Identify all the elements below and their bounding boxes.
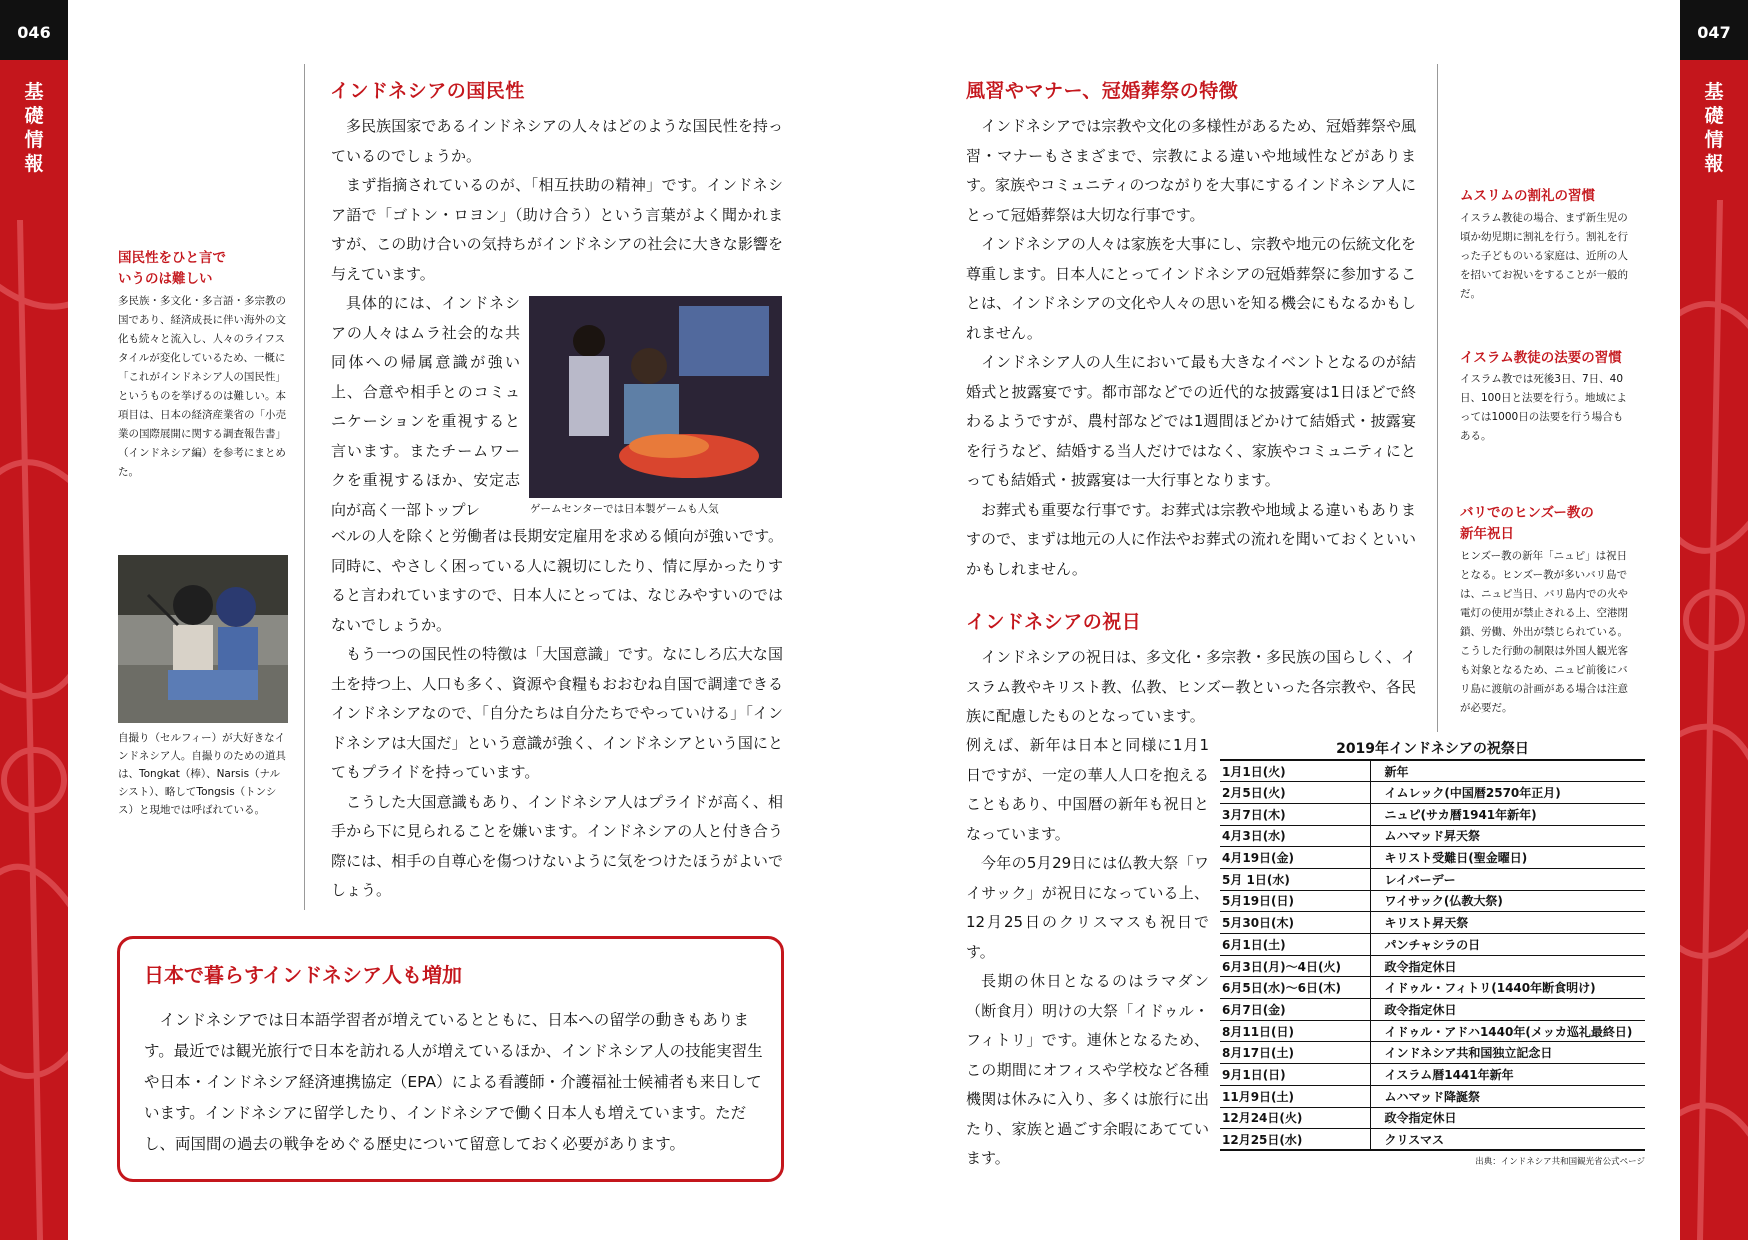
holiday-table <box>1220 759 1645 1151</box>
note-title-memorial: イスラム教徒の法要の習慣 <box>1460 350 1622 366</box>
column-divider <box>1437 64 1438 732</box>
note-body-national-character: 多民族・多文化・多言語・多宗教の国であり、経済成長に伴い海外の文化も続々と流入し、人々のライフスタイルが変化しているため、一概に「これがインドネシア人の国民性」というものを挙げるのは難しい。本項目は、日本の経済産業省の「小売業の国際展開に関する調査報告書」（インドネシア編）を参考にまとめた。 <box>118 295 286 478</box>
game-center-photo-caption: ゲームセンターでは日本製ゲームも人気 <box>530 503 719 515</box>
holidays-intro: インドネシアの祝日は、多文化・多宗教・多民族の国らしく、イスラム教やキリスト教、仏教、ヒンズー教といった各宗教や、各民族に配慮したものとなっています。 <box>966 648 1416 725</box>
table-row: 4月19日(金) キリスト受難日(聖金曜日) <box>1220 847 1645 869</box>
table-row: 2月5日(火) イムレック(中国暦2570年正月) <box>1220 782 1645 804</box>
national-character-wrap-text: 具体的には、インドネシアの人々はムラ社会的な共同体への帰属意識が強い上、合意や相手とのコミュニケーションを重視すると言います。またチームワークを重視するほか、安定志向が高く一部トップレ <box>331 294 520 519</box>
table-row: 6月1日(土) パンチャシラの日 <box>1220 934 1645 956</box>
table-row: 12月24日(火) 政令指定休日 <box>1220 1107 1645 1129</box>
page-number-left: 046 <box>0 0 68 60</box>
table-row: 6月3日(月)～4日(火) 政令指定休日 <box>1220 955 1645 977</box>
national-character-body: ベルの人を除くと労働者は長期安定雇用を求める傾向が強いです。同時に、やさしく困っている人に親切にしたり、情に厚かったりすると言われていますので、日本人にとっては、なじみやすいのではないでしょうか。 もう一つの国民性の特徴は「大国意識」です。なにしろ広大な国土を持つ上、人口も多く、資源や食糧もおおむね自国で調達できるインドネシアなので、「自分たちは自分たちでやっていける」「インドネシアは大国だ」という意識が強く、インドネシアという国にとてもプライドを持っています。 こうした大国意識もあり、インドネシア人はプライドが高く、相手から下に見られることを嫌います。インドネシアの人と付き合う際には、相手の自尊心を傷つけないように気をつけたほうがよいでしょう。 <box>331 527 783 899</box>
table-row: 8月17日(土) インドネシア共和国独立記念日 <box>1220 1042 1645 1064</box>
heading-customs: 風習やマナー、冠婚葬祭の特徴 <box>966 80 1239 102</box>
callout-body: インドネシアでは日本語学習者が増えているとともに、日本への留学の動きもあります。最近では観光旅行で日本を訪れる人が増えているほか、インドネシア人の技能実習生や日本・インドネシア経済連携協定（EPA）による看護師・介護福祉士候補者も来日しています。インドネシアに留学したり、インドネシアで働く日本人も増えています。ただし、両国間の過去の戦争をめぐる歴史について留意しておく必要があります。 <box>144 1011 763 1153</box>
national-character-intro: 多民族国家であるインドネシアの人々はどのような国民性を持っているのでしょうか。 まず指摘されているのが、「相互扶助の精神」です。インドネシア語で「ゴトン・ロヨン」（助け合う）という言葉がよく聞かれますが、この助け合いの気持ちがインドネシアの社会に大きな影響を与えています。 <box>331 117 783 283</box>
holiday-table-source: 出典：インドネシア共和国観光省公式ページ <box>1475 1157 1645 1167</box>
note-body-memorial: イスラム教では死後3日、7日、40日、100日と法要を行う。地域によっては1000日の法要を行う場合もある。 <box>1460 373 1628 442</box>
table-row: 9月1日(日) イスラム暦1441年新年 <box>1220 1064 1645 1086</box>
heading-national-character: インドネシアの国民性 <box>330 80 525 102</box>
left-side-band <box>0 0 68 1240</box>
note-title-national-character: 国民性をひと言でいうのは難しい <box>118 250 226 287</box>
map-pattern-decoration <box>1680 60 1748 1240</box>
table-row: 3月7日(木) ニュピ(サカ暦1941年新年) <box>1220 803 1645 825</box>
table-row: 8月11日(日) イドゥル・アドハ1440年(メッカ巡礼最終日) <box>1220 1020 1645 1042</box>
holiday-table-title: 2019年インドネシアの祝祭日 <box>1336 741 1529 757</box>
game-center-photo <box>529 296 782 498</box>
section-label-left: 基 礎 情 報 <box>24 81 44 175</box>
page-number-right: 047 <box>1680 0 1748 60</box>
heading-holidays: インドネシアの祝日 <box>966 611 1142 633</box>
note-title-circumcision: ムスリムの割礼の習慣 <box>1460 188 1595 204</box>
customs-body: インドネシアでは宗教や文化の多様性があるため、冠婚葬祭や風習・マナーもさまざまで、宗教による違いや地域性などがあります。家族やコミュニティのつながりを大事にするインドネシア人にとって冠婚葬祭は大切な行事です。 インドネシアの人々は家族を大事にし、宗教や地元の伝統文化を尊重します。日本人にとってインドネシアの冠婚葬祭に参加することは、インドネシアの文化や人々の思いを知る機会にもなるかもしれません。 インドネシア人の人生において最も大きなイベントとなるのが結婚式と披露宴です。都市部などでの近代的な披露宴は1日ほどで終わるようですが、農村部などでは1週間ほどかけて結婚式・披露宴を行うなど、結婚する当人だけではなく、家族やコミュニティにとっても結婚式・披露宴は一大行事となります。 お葬式も重要な行事です。お葬式は宗教や地域よる違いもありますので、まずは地元の人に作法やお葬式の流れを聞いておくといいかもしれません。 <box>966 117 1416 578</box>
table-row: 6月7日(金) 政令指定休日 <box>1220 999 1645 1021</box>
table-row: 6月5日(水)～6日(木) イドゥル・フィトリ(1440年断食明け) <box>1220 977 1645 999</box>
table-row: 5月19日(日) ワイサック(仏教大祭) <box>1220 890 1645 912</box>
column-divider <box>304 64 305 910</box>
selfie-photo-caption: 自撮り（セルフィー）が大好きなインドネシア人。自撮りのための道具は、Tongkat（棒）、Narsis（ナルシスト）、略してTongsis（トンシス）と現地では呼ばれている。 <box>118 732 286 816</box>
note-title-nyepi: バリでのヒンズー教の新年祝日 <box>1460 505 1594 542</box>
callout-box <box>117 936 784 1182</box>
right-side-band <box>1680 0 1748 1240</box>
table-row: 1月1日(火) 新年 <box>1220 760 1645 782</box>
table-row: 4月3日(水) ムハマッド昇天祭 <box>1220 825 1645 847</box>
holidays-body: 例えば、新年は日本と同様に1月1日ですが、一定の華人人口を抱えることもあり、中国暦の新年も祝日となっています。 今年の5月29日には仏教大祭「ワイサック」が祝日になっている上、12月25日のクリスマスも祝日です。 長期の休日となるのはラマダン（断食月）明けの大祭「イドゥル・フィトリ」です。連休となるため、この期間にオフィスや学校など各種機関は休みに入り、多くは旅行に出たり、家族と過ごす余暇にあてています。 <box>966 736 1209 1167</box>
map-pattern-decoration <box>0 60 68 1240</box>
section-label-right: 基 礎 情 報 <box>1704 81 1724 175</box>
table-row: 5月30日(木) キリスト昇天祭 <box>1220 912 1645 934</box>
callout-title: 日本で暮らすインドネシア人も増加 <box>144 963 462 987</box>
table-row: 5月 1日(水) レイバーデー <box>1220 868 1645 890</box>
note-body-nyepi: ヒンズー教の新年「ニュピ」は祝日となる。ヒンズー教が多いバリ島では、ニュピ当日、バリ島内での火や電灯の使用が禁止される上、空港閉鎖、労働、外出が禁じられている。こうした行動の制限は外国人観光客も対象となるため、ニュピ前後にバリ島に渡航の計画がある場合は注意が必要だ。 <box>1460 550 1628 714</box>
table-row: 11月9日(土) ムハマッド降誕祭 <box>1220 1085 1645 1107</box>
note-body-circumcision: イスラム教徒の場合、まず新生児の頃か幼児期に割礼を行う。割礼を行った子どものいる家庭は、近所の人を招いてお祝いをすることが一般的だ。 <box>1460 212 1628 300</box>
selfie-photo <box>118 555 288 723</box>
table-row: 12月25日(水) クリスマス <box>1220 1129 1645 1151</box>
